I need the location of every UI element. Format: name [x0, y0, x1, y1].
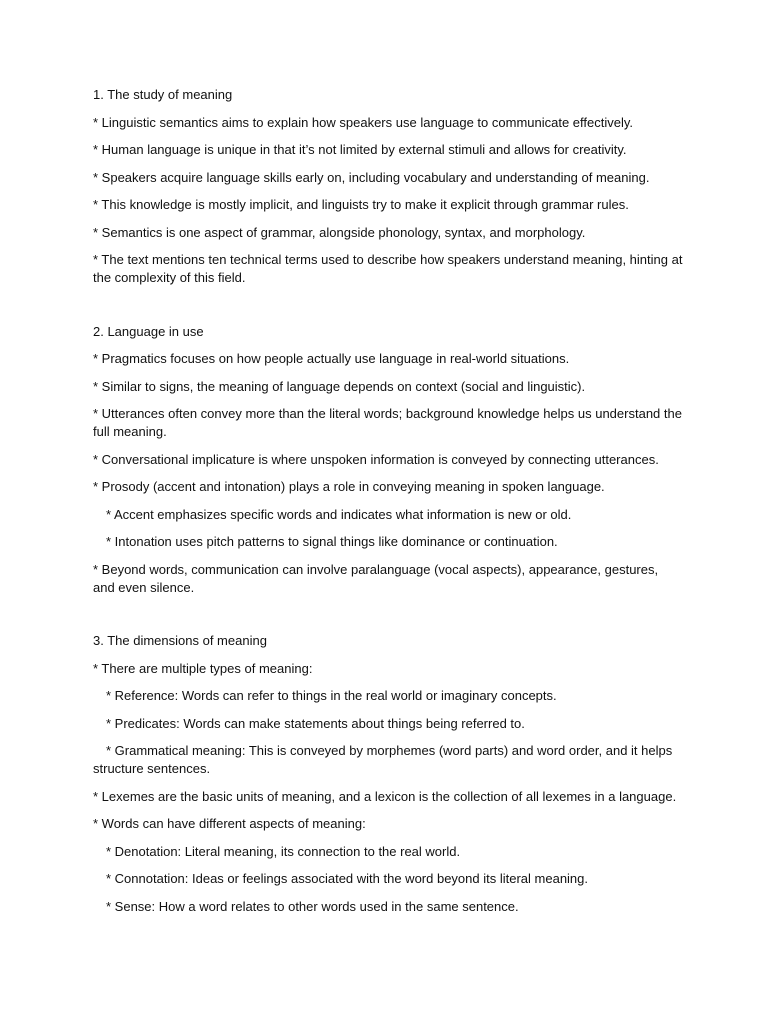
document-page	[93, 86, 683, 925]
bullet-item: * Speakers acquire language skills early on, including vocabulary and understanding of meaning.	[93, 169, 650, 185]
sub-bullet-item: * Denotation: Literal meaning, its connection to the real world.	[106, 843, 461, 859]
bullet-item: * Pragmatics focuses on how people actually use language in real-world situations.	[93, 351, 570, 366]
section-study-of-meaning	[93, 86, 683, 287]
bullet-item: * Lexemes are the basic units of meaning, and a lexicon is the collection of all lexemes in a language.	[93, 788, 677, 804]
bullet-item: * The text mentions ten technical terms used to describe how speakers understand meaning, hinting at the complexity of this field.	[93, 252, 683, 285]
sub-bullet-item: * Predicates: Words can make statements about things being referred to.	[106, 715, 525, 731]
bullet-item: * Words can have different aspects of meaning:	[93, 816, 366, 831]
section-heading: 1. The study of meaning	[93, 87, 233, 102]
bullet-item: * Human language is unique in that it’s not limited by external stimuli and allows for creativity.	[93, 142, 627, 157]
section-heading: 2. Language in use	[93, 323, 204, 339]
sub-bullet-item: * Connotation: Ideas or feelings associated with the word beyond its literal meaning.	[106, 871, 589, 886]
bullet-item: * Beyond words, communication can involve paralanguage (vocal aspects), appearance, gestures, and even silence.	[93, 561, 659, 595]
section-language-in-use	[93, 323, 683, 597]
bullet-item: * Conversational implicature is where unspoken information is conveyed by connecting utterances.	[93, 451, 659, 467]
section-spacer	[93, 606, 683, 632]
section-heading: 3. The dimensions of meaning	[93, 633, 267, 648]
sub-bullet-item: * Accent emphasizes specific words and indicates what information is new or old.	[106, 506, 572, 522]
sub-bullet-item: * Intonation uses pitch patterns to signal things like dominance or continuation.	[106, 534, 558, 549]
sub-bullet-item: * Reference: Words can refer to things in the real world or imaginary concepts.	[106, 688, 557, 703]
section-spacer	[93, 297, 683, 323]
bullet-item: * There are multiple types of meaning:	[93, 660, 313, 676]
bullet-item: * Linguistic semantics aims to explain how speakers use language to communicate effectively.	[93, 114, 634, 130]
bullet-item: * Utterances often convey more than the literal words; background knowledge helps us understand the full meaning.	[93, 406, 682, 439]
section-dimensions-of-meaning	[93, 632, 683, 916]
bullet-item: * This knowledge is mostly implicit, and linguists try to make it explicit through grammar rules.	[93, 197, 629, 212]
bullet-item: * Similar to signs, the meaning of language depends on context (social and linguistic).	[93, 378, 586, 394]
bullet-item: * Semantics is one aspect of grammar, alongside phonology, syntax, and morphology.	[93, 224, 586, 240]
bullet-item: * Prosody (accent and intonation) plays a role in conveying meaning in spoken language.	[93, 479, 605, 494]
sub-bullet-item: * Sense: How a word relates to other words used in the same sentence.	[106, 898, 519, 914]
sub-bullet-item: * Grammatical meaning: This is conveyed by morphemes (word parts) and word order, and it helps structure sentences.	[93, 743, 673, 776]
